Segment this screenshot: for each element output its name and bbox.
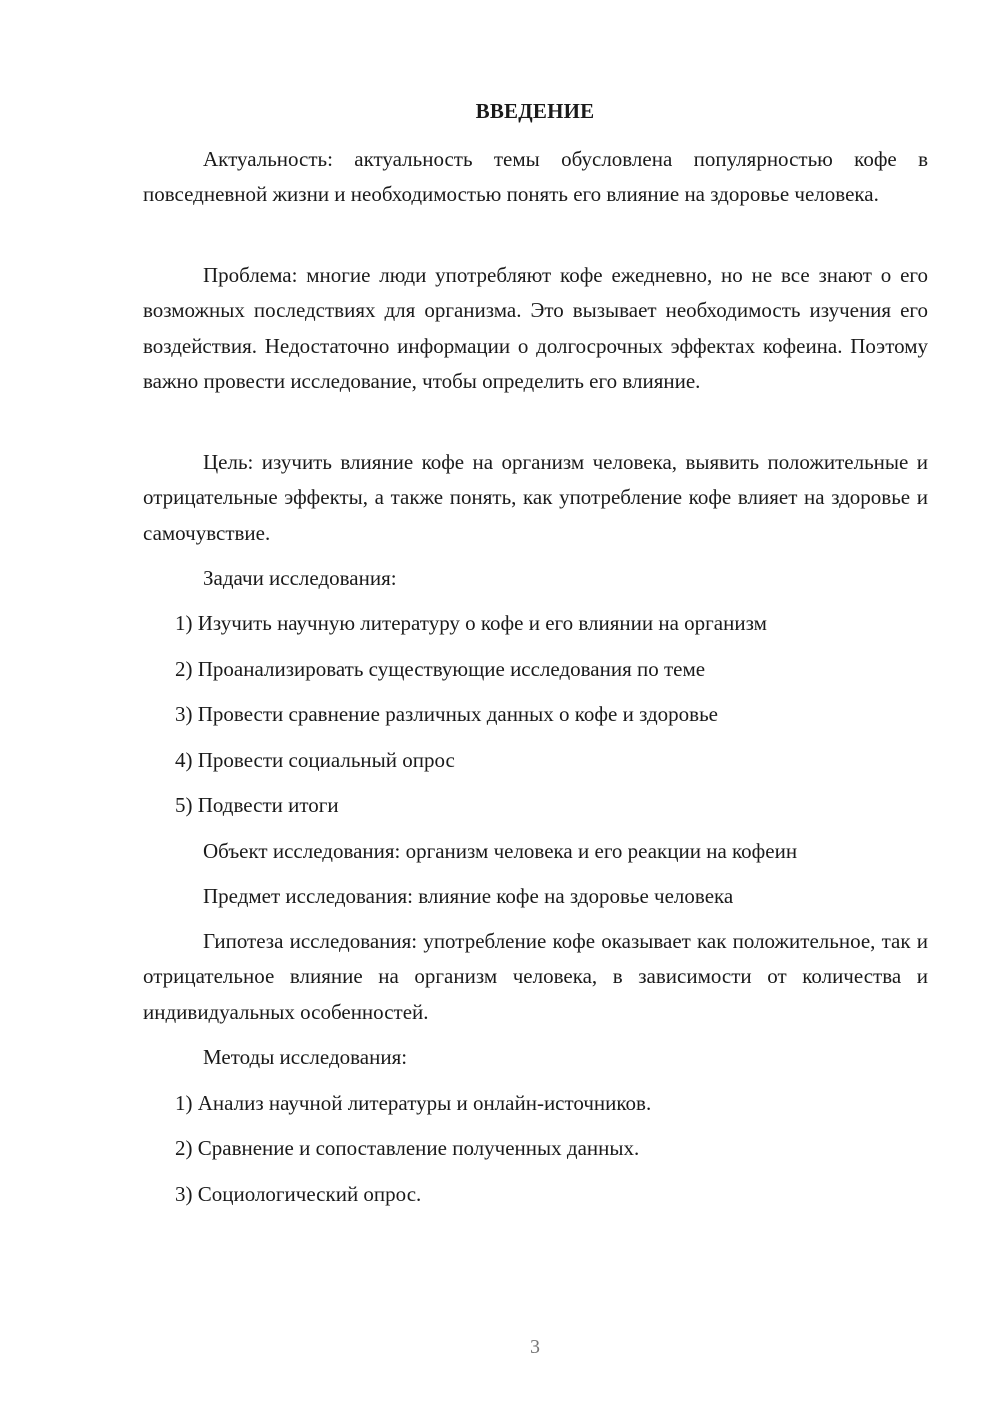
methods-heading: Методы исследования: bbox=[203, 1045, 408, 1069]
task-item-5: 5) Подвести итоги bbox=[175, 793, 339, 817]
relevance-paragraph: Актуальность: актуальность темы обусловлена популярностью кофе в повседневной жизни и необходимостью понять его влияние на здоровье человека. bbox=[143, 147, 928, 207]
method-item-3: 3) Социологический опрос. bbox=[175, 1182, 422, 1206]
task-item-4: 4) Провести социальный опрос bbox=[175, 748, 455, 772]
task-item-2: 2) Проанализировать существующие исследования по теме bbox=[175, 657, 706, 681]
page-title: ВВЕДЕНИЕ bbox=[475, 99, 595, 123]
task-item-1: 1) Изучить научную литературу о кофе и его влиянии на организм bbox=[175, 611, 767, 635]
method-item-1: 1) Анализ научной литературы и онлайн-источников. bbox=[175, 1091, 652, 1115]
method-item-2: 2) Сравнение и сопоставление полученных данных. bbox=[175, 1136, 640, 1160]
problem-paragraph: Проблема: многие люди употребляют кофе ежедневно, но не все знают о его возможных последствиях для организма. Это вызывает необходимость изучения его воздействия. Недостаточно информации о долгосрочных эффектах кофеина. Поэтому важно провести исследование, чтобы определить его влияние. bbox=[143, 263, 928, 393]
page-number: 3 bbox=[530, 1336, 540, 1358]
goal-paragraph: Цель: изучить влияние кофе на организм человека, выявить положительные и отрицательные эффекты, а также понять, как употребление кофе влияет на здоровье и самочувствие. bbox=[143, 450, 928, 545]
tasks-heading: Задачи исследования: bbox=[203, 566, 397, 590]
research-subject: Предмет исследования: влияние кофе на здоровье человека bbox=[203, 884, 734, 908]
task-item-3: 3) Провести сравнение различных данных о кофе и здоровье bbox=[175, 702, 718, 726]
research-object: Объект исследования: организм человека и его реакции на кофеин bbox=[203, 839, 798, 863]
hypothesis-paragraph: Гипотеза исследования: употребление кофе оказывает как положительное, так и отрицательное влияние на организм человека, в зависимости от количества и индивидуальных особенностей. bbox=[143, 929, 928, 1024]
